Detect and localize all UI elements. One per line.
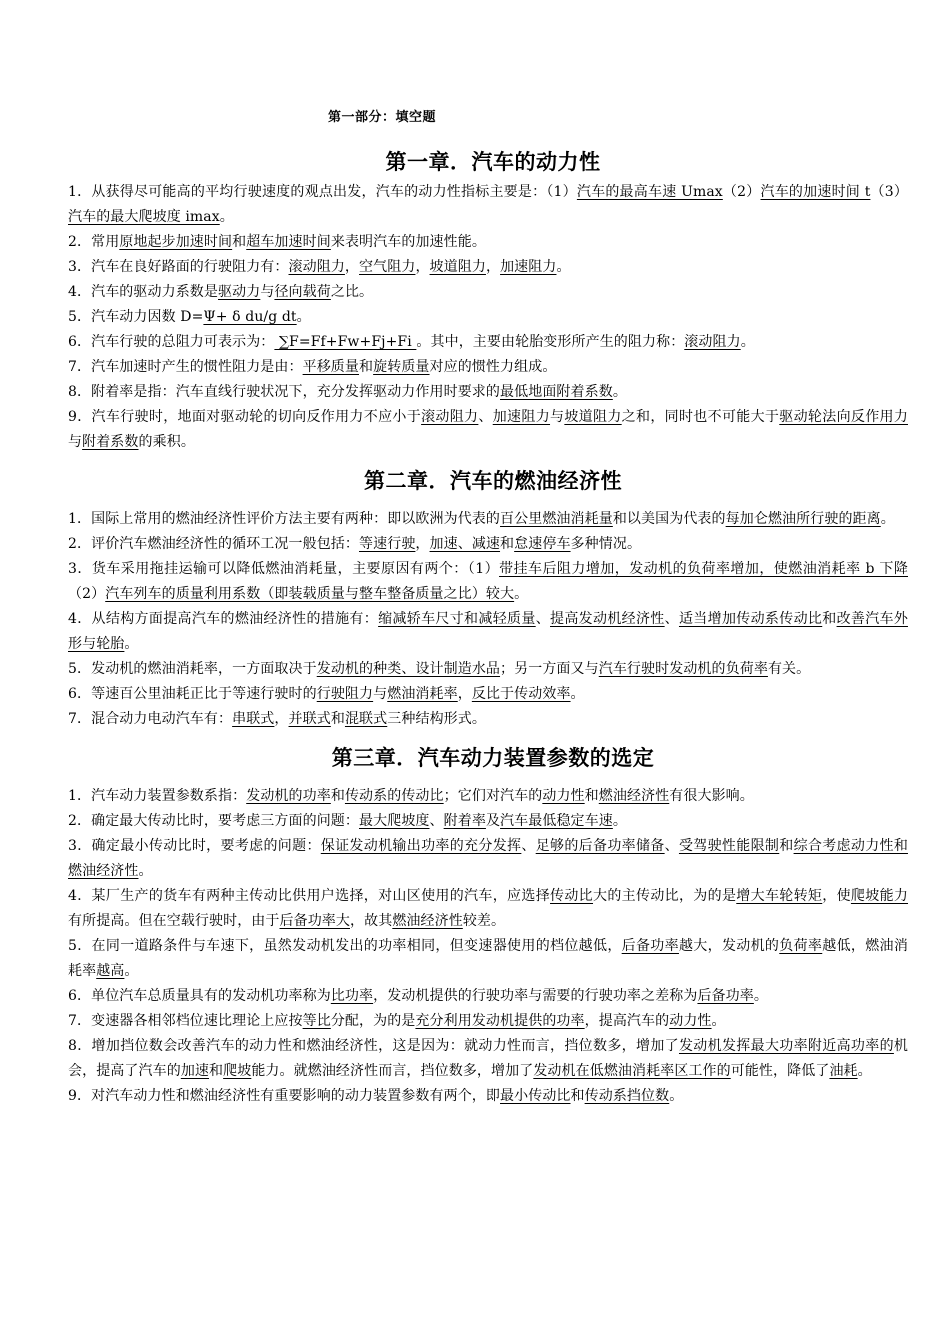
question-text: 分配，为的是	[330, 1013, 416, 1029]
document-body	[68, 146, 908, 1109]
list-item	[68, 1009, 908, 1034]
answer-blank: 动力性	[542, 788, 585, 804]
answer-blank: 适当增加传动系传动比	[678, 611, 823, 627]
question-text: （2）	[68, 586, 106, 602]
question-text: 4．从结构方面提高汽车的燃油经济性的措施有：	[68, 611, 379, 627]
question-text: 2．确定最大传动比时，要考虑三方面的问题：	[68, 813, 360, 829]
question-text: 可能性，降低了	[730, 1063, 830, 1079]
question-text: 4．某厂生产的货车有两种主传动比供用户选择，对山区使用的汽车，应选择	[68, 888, 551, 904]
question-text: 多种情况。	[570, 536, 642, 552]
answer-blank: 足够的后备功率储备	[535, 838, 665, 854]
answer-blank: 油耗	[829, 1063, 858, 1079]
answer-blank: 综合考虑动力性和燃油经济性	[68, 838, 908, 879]
question-text: 3．汽车在良好路面的行驶阻力有：	[68, 259, 289, 275]
question-text: 6．单位汽车总质量具有的发动机功率称为	[68, 988, 331, 1004]
answer-blank: 每加仑燃油所行驶的距离	[725, 511, 881, 527]
answer-blank: 燃油消耗率	[387, 686, 458, 702]
question-text: 、	[535, 611, 551, 627]
list-item	[68, 405, 908, 455]
answer-blank: 等比	[302, 1013, 331, 1029]
answer-blank: 爬坡	[223, 1063, 252, 1079]
question-text: ，故其	[350, 913, 393, 929]
answer-blank: 传动比	[550, 888, 594, 904]
answer-blank: 最低地面附着系数	[500, 384, 613, 400]
answer-blank: 附着系数	[82, 434, 139, 450]
list-item	[68, 707, 908, 732]
question-text: ，	[274, 711, 289, 727]
question-text: 之比。	[330, 284, 374, 300]
question-text: 大的主传动比，为的是	[593, 888, 737, 904]
answer-blank: 并联式	[288, 711, 331, 727]
answer-blank: 发动机的种类、设计制造水品	[316, 661, 501, 677]
answer-blank: 发动机在低燃油消耗率区工作的	[533, 1063, 731, 1079]
answer-blank: 动力性	[669, 1013, 712, 1029]
list-item	[68, 657, 908, 682]
answer-blank: 附着率	[443, 813, 486, 829]
question-text: 和	[330, 788, 345, 804]
question-text: 和	[822, 611, 837, 627]
list-item	[68, 607, 908, 657]
question-text: 6．等速百公里油耗正比于等速行驶时的	[68, 686, 317, 702]
answer-blank: 充分利用发动机提供的功率	[415, 1013, 585, 1029]
list-item	[68, 305, 908, 330]
question-text: 。	[138, 863, 153, 879]
answer-blank: 加速、减速	[429, 536, 501, 552]
question-text: 。	[880, 511, 895, 527]
question-text: 及	[485, 813, 501, 829]
answer-blank: 后备功率大	[279, 913, 350, 929]
question-text: ，	[457, 686, 472, 702]
question-text: 有很大影响。	[669, 788, 754, 804]
list-item	[68, 809, 908, 834]
list-item	[68, 380, 908, 405]
part-title: 第一部分：填空题	[328, 110, 437, 125]
answer-blank: 加速阻力	[492, 409, 551, 425]
answer-blank: 发动机发挥最大功率附近高功率的	[678, 1038, 894, 1054]
answer-blank: 后备功率	[621, 938, 679, 954]
question-text: 的乘积。	[138, 434, 195, 450]
question-text: 和	[570, 1088, 585, 1104]
question-text: 较差。	[462, 913, 506, 929]
answer-blank: 缩减轿车尺寸和减轻质量	[378, 611, 536, 627]
question-text: 。	[124, 636, 139, 652]
list-item	[68, 532, 908, 557]
list-item	[68, 884, 908, 934]
question-text: 越低，燃油消耗率	[68, 938, 908, 979]
answer-blank: 驱动轮法向反作用力	[779, 409, 908, 425]
question-text: 机会，提高了汽车的	[68, 1038, 908, 1079]
answer-blank: 驱动力	[218, 284, 261, 300]
question-text: 、	[478, 409, 493, 425]
answer-blank: 百公里燃油消耗量	[500, 511, 613, 527]
question-text: 4．汽车的驱动力系数是	[68, 284, 219, 300]
answer-blank: 怠速停车	[514, 536, 571, 552]
question-text: 2．常用	[68, 234, 120, 250]
answer-blank: 汽车的最大爬坡度 imax	[68, 209, 220, 225]
answer-blank: ∑F=Ff+Fw+Fj+Fi	[274, 334, 417, 350]
question-text: 8．增加挡位数会改善汽车的动力性和燃油经济性，这是因为：就动力性而言，挡位数多，增加了	[68, 1038, 679, 1054]
answer-blank: 串联式	[232, 711, 275, 727]
question-text: 。	[753, 988, 768, 1004]
question-text: 6．汽车行驶的总阻力可表示为：	[68, 334, 275, 350]
question-text: 和	[584, 788, 599, 804]
chapter-title: 第三章．汽车动力装置参数的选定	[331, 746, 655, 770]
list-item	[68, 984, 908, 1009]
list-item	[68, 834, 908, 884]
answer-blank: 加速阻力	[500, 259, 557, 275]
question-text: 。	[514, 586, 529, 602]
answer-blank: 最小传动比	[500, 1088, 571, 1104]
question-text: 能力。就燃油经济性而言，挡位数多，增加了	[251, 1063, 534, 1079]
question-text: 9．汽车行驶时，地面对驱动轮的切向反作用力不应小于	[68, 409, 422, 425]
question-text: 和	[330, 711, 345, 727]
question-text: 和	[232, 234, 247, 250]
question-text: 2．评价汽车燃油经济性的循环工况一般包括：	[68, 536, 360, 552]
answer-blank: 坡道阻力	[429, 259, 486, 275]
list-item	[68, 280, 908, 305]
question-text: ；它们对汽车的	[443, 788, 543, 804]
answer-blank: 等速行驶	[359, 536, 416, 552]
question-text: 之和，同时也不可能大于	[621, 409, 780, 425]
question-text: 5．汽车动力因数 D=	[68, 309, 204, 325]
question-text: （3）	[870, 184, 908, 200]
list-item	[68, 330, 908, 355]
question-text: 与	[68, 434, 83, 450]
answer-blank: 原地起步加速时间	[119, 234, 233, 250]
answer-blank: 受驾驶性能限制	[678, 838, 780, 854]
answer-blank: 坡道阻力	[564, 409, 622, 425]
answer-blank: 燃油经济性	[392, 913, 463, 929]
answer-blank: 爬坡能力	[850, 888, 909, 904]
answer-blank: Ψ+ δ du/g dt	[203, 309, 297, 325]
question-text: 和	[209, 1063, 224, 1079]
answer-blank: 汽车行驶时发动机的负荷率	[598, 661, 768, 677]
answer-blank: 保证发动机输出功率的充分发挥	[320, 838, 522, 854]
question-text: 。	[556, 259, 571, 275]
question-text: ，	[344, 259, 360, 275]
question-text: 1．汽车动力装置参数系指：	[68, 788, 247, 804]
answer-blank: 改善汽车外形与轮胎	[68, 611, 908, 652]
answer-blank: 发动机的功率	[246, 788, 331, 804]
list-item	[68, 1034, 908, 1084]
list-item	[68, 180, 908, 230]
answer-blank: 空气阻力	[359, 259, 416, 275]
answer-blank: 加速	[180, 1063, 210, 1079]
chapter-title: 第二章．汽车的燃油经济性	[364, 469, 622, 493]
list-item	[68, 255, 908, 280]
answer-blank: 汽车的加速时间 t	[760, 184, 871, 200]
answer-blank: 行驶阻力	[316, 686, 374, 702]
question-text: 。其中，主要由轮胎变形所产生的阻力称：	[416, 334, 685, 350]
answer-blank: 增大车轮转矩	[736, 888, 823, 904]
question-text: 3．货车采用拖挂运输可以降低燃油消耗量，主要原因有两个：（1）	[68, 561, 500, 577]
answer-blank: 旋转质量	[373, 359, 430, 375]
question-text: 、	[521, 838, 536, 854]
answer-blank: 最大爬坡度	[359, 813, 430, 829]
answer-blank: 超车加速时间	[246, 234, 331, 250]
question-text: 与	[260, 284, 275, 300]
answer-blank: 传动系的传动比	[344, 788, 444, 804]
chapter-title: 第一章．汽车的动力性	[385, 150, 601, 174]
question-text: 。	[711, 1013, 726, 1029]
question-text: ，提高汽车的	[584, 1013, 670, 1029]
question-text: 。	[740, 334, 755, 350]
question-text: 和	[500, 536, 515, 552]
answer-blank: 提高发动机经济性	[550, 611, 665, 627]
answer-blank: 带挂车后阻力增加，发动机的负荷率增加，使燃油消耗率 b 下降	[499, 561, 908, 577]
answer-blank: 传动系挡位数	[584, 1088, 670, 1104]
answer-blank: 径向载荷	[274, 284, 331, 300]
answer-blank: 平移质量	[302, 359, 360, 375]
question-text: 7．变速器各相邻档位速比理论上应按	[68, 1013, 303, 1029]
question-text: 。	[857, 1063, 872, 1079]
question-text: 和以美国为代表的	[612, 511, 726, 527]
answer-blank: 汽车最低稳定车速	[500, 813, 613, 829]
question-text: 9．对汽车动力性和燃油经济性有重要影响的动力装置参数有两个，即	[68, 1088, 501, 1104]
list-item	[68, 557, 908, 607]
list-item	[68, 682, 908, 707]
question-text: 与	[550, 409, 565, 425]
question-text: 1．从获得尽可能高的平均行驶速度的观点出发，汽车的动力性指标主要是：（1）	[68, 184, 577, 200]
question-text: 1．国际上常用的燃油经济性评价方法主要有两种：即以欧洲为代表的	[68, 511, 501, 527]
question-text: （2）	[722, 184, 761, 200]
answer-blank: 燃油经济性	[598, 788, 670, 804]
question-text: 与	[373, 686, 388, 702]
answer-blank: 负荷率	[779, 938, 823, 954]
question-text: 。	[612, 384, 627, 400]
question-text: ，	[485, 259, 501, 275]
question-text: 、	[664, 611, 679, 627]
question-text: 。	[669, 1088, 684, 1104]
question-text: 。	[124, 963, 139, 979]
answer-blank: 反比于传动效率	[471, 686, 571, 702]
answer-blank: 汽车列车的质量利用系数（即装载质量与整车整备质量之比）较大	[105, 586, 515, 602]
question-text: ，	[415, 259, 430, 275]
question-text: 3．确定最小传动比时，要考虑的问题：	[68, 838, 321, 854]
question-text: 来表明汽车的加速性能。	[330, 234, 486, 250]
list-item	[68, 507, 908, 532]
answer-blank: 滚动阻力	[421, 409, 479, 425]
answer-blank: 后备功率	[697, 988, 754, 1004]
answer-blank: 滚动阻力	[288, 259, 345, 275]
question-text: 、	[664, 838, 679, 854]
question-text: ；另一方面又与	[500, 661, 599, 677]
answer-blank: 比功率	[330, 988, 374, 1004]
question-text: 和	[359, 359, 374, 375]
question-text: 5．在同一道路条件与车速下，虽然发动机发出的功率相同，但变速器使用的档位越低，	[68, 938, 622, 954]
question-text: ，	[415, 536, 430, 552]
question-text: 有关。	[767, 661, 811, 677]
answer-blank: 越高	[96, 963, 125, 979]
question-text: 。	[570, 686, 585, 702]
question-text: ，使	[822, 888, 851, 904]
list-item	[68, 230, 908, 255]
question-text: 有所提高。但在空载行驶时，由于	[68, 913, 280, 929]
question-text: 、	[429, 813, 444, 829]
question-text: 7．汽车加速时产生的惯性阻力是由：	[68, 359, 303, 375]
question-text: 。	[296, 309, 311, 325]
question-text: 对应的惯性力组成。	[429, 359, 557, 375]
answer-blank: 滚动阻力	[684, 334, 741, 350]
question-text: 三种结构形式。	[387, 711, 486, 727]
list-item	[68, 934, 908, 984]
list-item	[68, 1084, 908, 1109]
question-text: ，发动机提供的行驶功率与需要的行驶功率之差称为	[373, 988, 698, 1004]
question-text: 8．附着率是指：汽车直线行驶状况下，充分发挥驱动力作用时要求的	[68, 384, 501, 400]
question-text: 。	[219, 209, 234, 225]
list-item	[68, 784, 908, 809]
question-text: 。	[612, 813, 627, 829]
question-text: 和	[779, 838, 794, 854]
answer-blank: 混联式	[344, 711, 388, 727]
list-item	[68, 355, 908, 380]
question-text: 7．混合动力电动汽车有：	[68, 711, 233, 727]
answer-blank: 汽车的最高车速 Umax	[576, 184, 723, 200]
question-text: 5．发动机的燃油消耗率，一方面取决于	[68, 661, 317, 677]
question-text: 越大，发动机的	[678, 938, 780, 954]
